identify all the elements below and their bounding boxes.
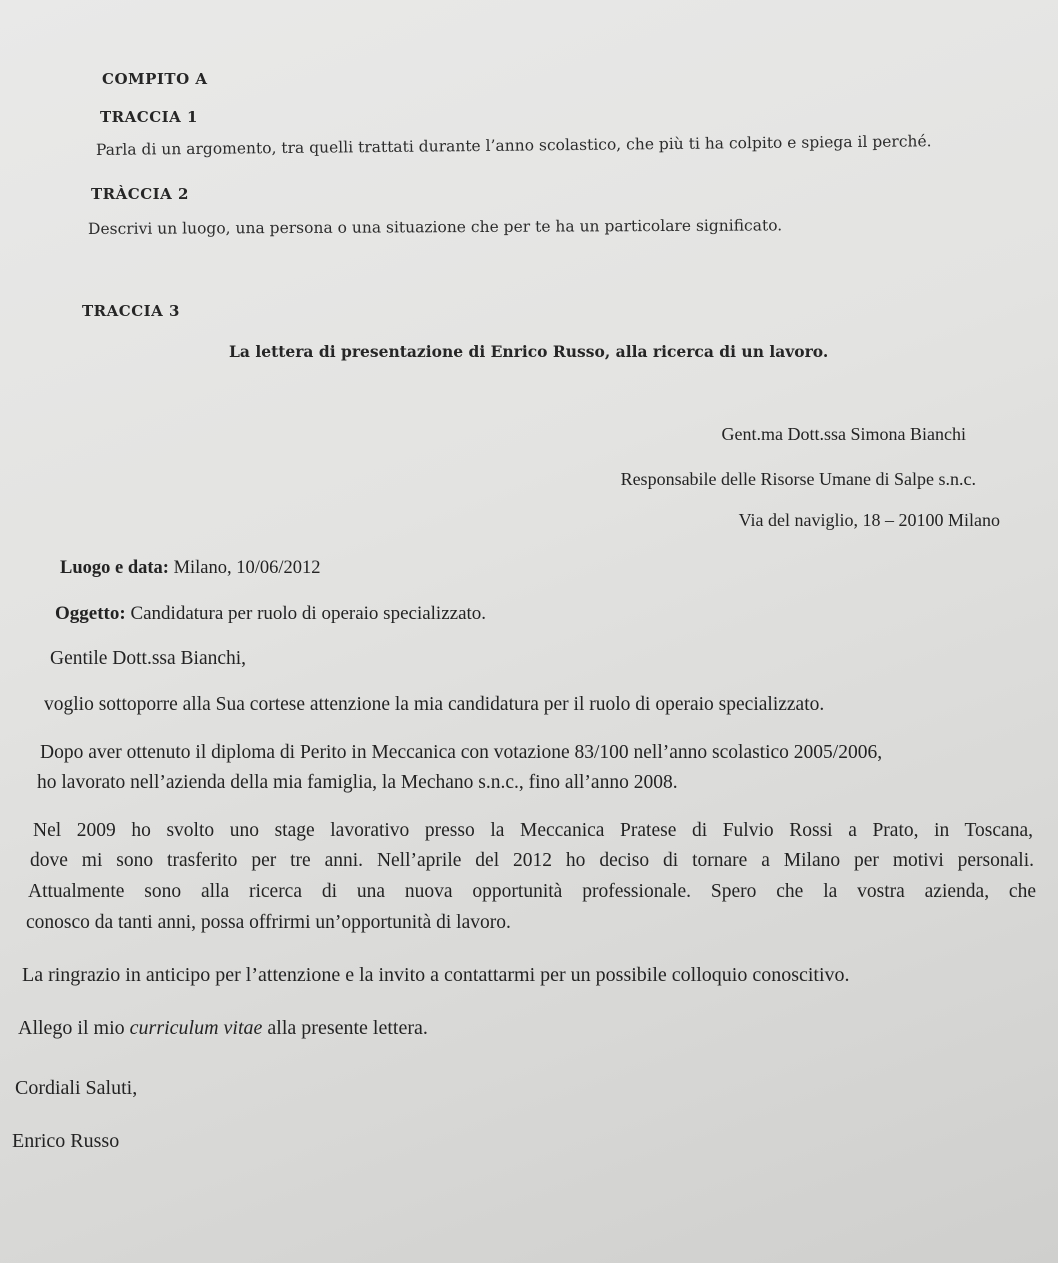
recipient-address: Via del naviglio, 18 – 20100 Milano [738,510,1000,530]
compito-heading: COMPITO A [102,70,208,88]
traccia-1-heading: TRACCIA 1 [100,108,198,126]
subject-line [55,603,486,625]
paragraph-3-line-1: Nel 2009 ho svolto uno stage lavorativo presso la Meccanica Pratese di Fulvio Rossi a Prato, in Toscana, [33,820,1033,841]
paragraph-3-line-4: conosco da tanti anni, possa offrirmi un’opportunità di lavoro. [26,912,511,933]
traccia-3-title: La lettera di presentazione di Enrico Russo, alla ricerca di un lavoro. [229,342,829,361]
paragraph-5-after: alla presente lettera. [262,1017,428,1039]
traccia-2-prompt: Descrivi un luogo, una persona o una situazione che per te ha un particolare significato. [87,216,783,238]
paragraph-1: voglio sottoporre alla Sua cortese attenzione la mia candidatura per il ruolo di operaio specializzato. [44,694,825,715]
place-date-value: Milano, 10/06/2012 [168,558,321,578]
paragraph-4: La ringrazio in anticipo per l’attenzione e la invito a contattarmi per un possibile colloquio conoscitivo. [22,964,850,986]
subject-value: Candidatura per ruolo di operaio specializzato. [125,603,487,624]
traccia-1-prompt: Parla di un argomento, tra quelli trattati durante l’anno scolastico, che più ti ha colpito e spiega il perché. [95,132,932,159]
place-date-label: Luogo e data: [60,558,169,578]
subject-label: Oggetto: [55,603,126,624]
paragraph-5-before: Allego il mio [18,1017,130,1039]
traccia-2-heading: TRÀCCIA 2 [91,185,189,203]
place-date-line [60,558,321,579]
signature: Enrico Russo [12,1130,120,1152]
paragraph-5-italic: curriculum vitae [129,1017,263,1039]
traccia-3-heading: TRACCIA 3 [82,302,180,320]
recipient-role: Responsabile delle Risorse Umane di Salpe s.n.c. [620,469,976,489]
paragraph-2-line-1: Dopo aver ottenuto il diploma di Perito in Meccanica con votazione 83/100 nell’anno scolastico 2005/2006, [40,742,883,763]
recipient-name: Gent.ma Dott.ssa Simona Bianchi [721,424,966,444]
salutation: Gentile Dott.ssa Bianchi, [50,648,247,669]
paragraph-2-line-2: ho lavorato nell’azienda della mia famiglia, la Mechano s.n.c., fino all’anno 2008. [37,772,678,793]
paragraph-3-line-3: Attualmente sono alla ricerca di una nuova opportunità professionale. Spero che la vostra azienda, che [28,881,1036,902]
paragraph-5 [18,1017,428,1040]
paragraph-3-line-2: dove mi sono trasferito per tre anni. Nell’aprile del 2012 ho deciso di tornare a Milano per motivi personali. [30,850,1034,871]
closing: Cordiali Saluti, [15,1077,138,1099]
